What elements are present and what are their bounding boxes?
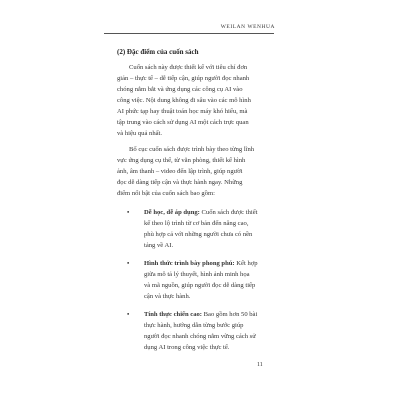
paragraph-1 bbox=[117, 62, 251, 139]
section-heading: (2) Đặc điểm của cuốn sách bbox=[117, 48, 199, 56]
bullet-term: Dễ học, dễ áp dụng: bbox=[144, 209, 200, 216]
text-line: tập trung vào cách sử dụng AI một cách trực quan bbox=[117, 119, 249, 126]
text-line: cận và thực hành. bbox=[144, 293, 191, 300]
list-item bbox=[127, 258, 258, 302]
text-line: giữa mô tả lý thuyết, hình ảnh minh họa bbox=[144, 271, 250, 278]
text-line: vực ứng dụng cụ thể, từ văn phòng, thiết kế hình bbox=[117, 157, 246, 164]
text-line: chóng nắm bắt và ứng dụng các công cụ AI vào bbox=[117, 86, 243, 93]
list-item bbox=[127, 207, 258, 251]
text-line: ảnh, âm thanh – video đến lập trình, giúp người bbox=[117, 168, 243, 175]
bullet-text: Kết hợp bbox=[234, 260, 258, 267]
text-line: AI phức tạp hay thuật toán học máy khó hiểu, mà bbox=[117, 108, 248, 115]
text-line: và hiệu quả nhất. bbox=[117, 130, 163, 137]
bullet-term: Tính thực chiến cao: bbox=[144, 311, 202, 318]
header-rule bbox=[104, 33, 274, 34]
paragraph-2 bbox=[117, 144, 254, 199]
text-line: phù hợp cả với những người chưa có nền bbox=[144, 231, 253, 238]
text-line: giản – thực tế – dễ tiếp cận, giúp người đọc nhanh bbox=[117, 75, 250, 82]
text-line: dụng AI trong công việc thực tế. bbox=[144, 344, 230, 351]
text-line: Bố cục cuốn sách được trình bày theo từng lĩnh bbox=[129, 146, 255, 153]
bullet-icon: • bbox=[127, 311, 130, 318]
bullet-icon: • bbox=[127, 209, 130, 216]
text-line: kế theo lộ trình từ cơ bản đến nâng cao, bbox=[144, 220, 249, 227]
feature-list bbox=[127, 207, 258, 353]
bullet-text: Cuốn sách được thiết bbox=[199, 209, 258, 216]
text-line: công việc. Nội dung không đi sâu vào các mô hình bbox=[117, 97, 251, 104]
text-line: điểm nổi bật của cuốn sách bao gồm: bbox=[117, 190, 215, 197]
text-line: đọc dễ dàng tiếp cận và thực hành ngay. Những bbox=[117, 179, 243, 186]
bullet-icon: • bbox=[127, 260, 130, 267]
text-line: thực hành, hướng dẫn từng bước giúp bbox=[144, 322, 244, 329]
text-line: người đọc nhanh chóng nắm vững cách sử bbox=[144, 333, 256, 340]
text-line: Cuốn sách này được thiết kế với tiêu chí đơn bbox=[129, 64, 248, 71]
page-number: 11 bbox=[257, 362, 263, 368]
text-line: tảng về AI. bbox=[144, 242, 174, 249]
running-head: WEILAN WENHUA bbox=[220, 24, 275, 30]
bullet-text: Bao gồm hơn 50 bài bbox=[202, 311, 258, 318]
list-item bbox=[127, 309, 258, 353]
text-line: và mã nguồn, giúp người đọc dễ dàng tiếp bbox=[144, 282, 256, 289]
bullet-term: Hình thức trình bày phong phú: bbox=[144, 260, 235, 267]
